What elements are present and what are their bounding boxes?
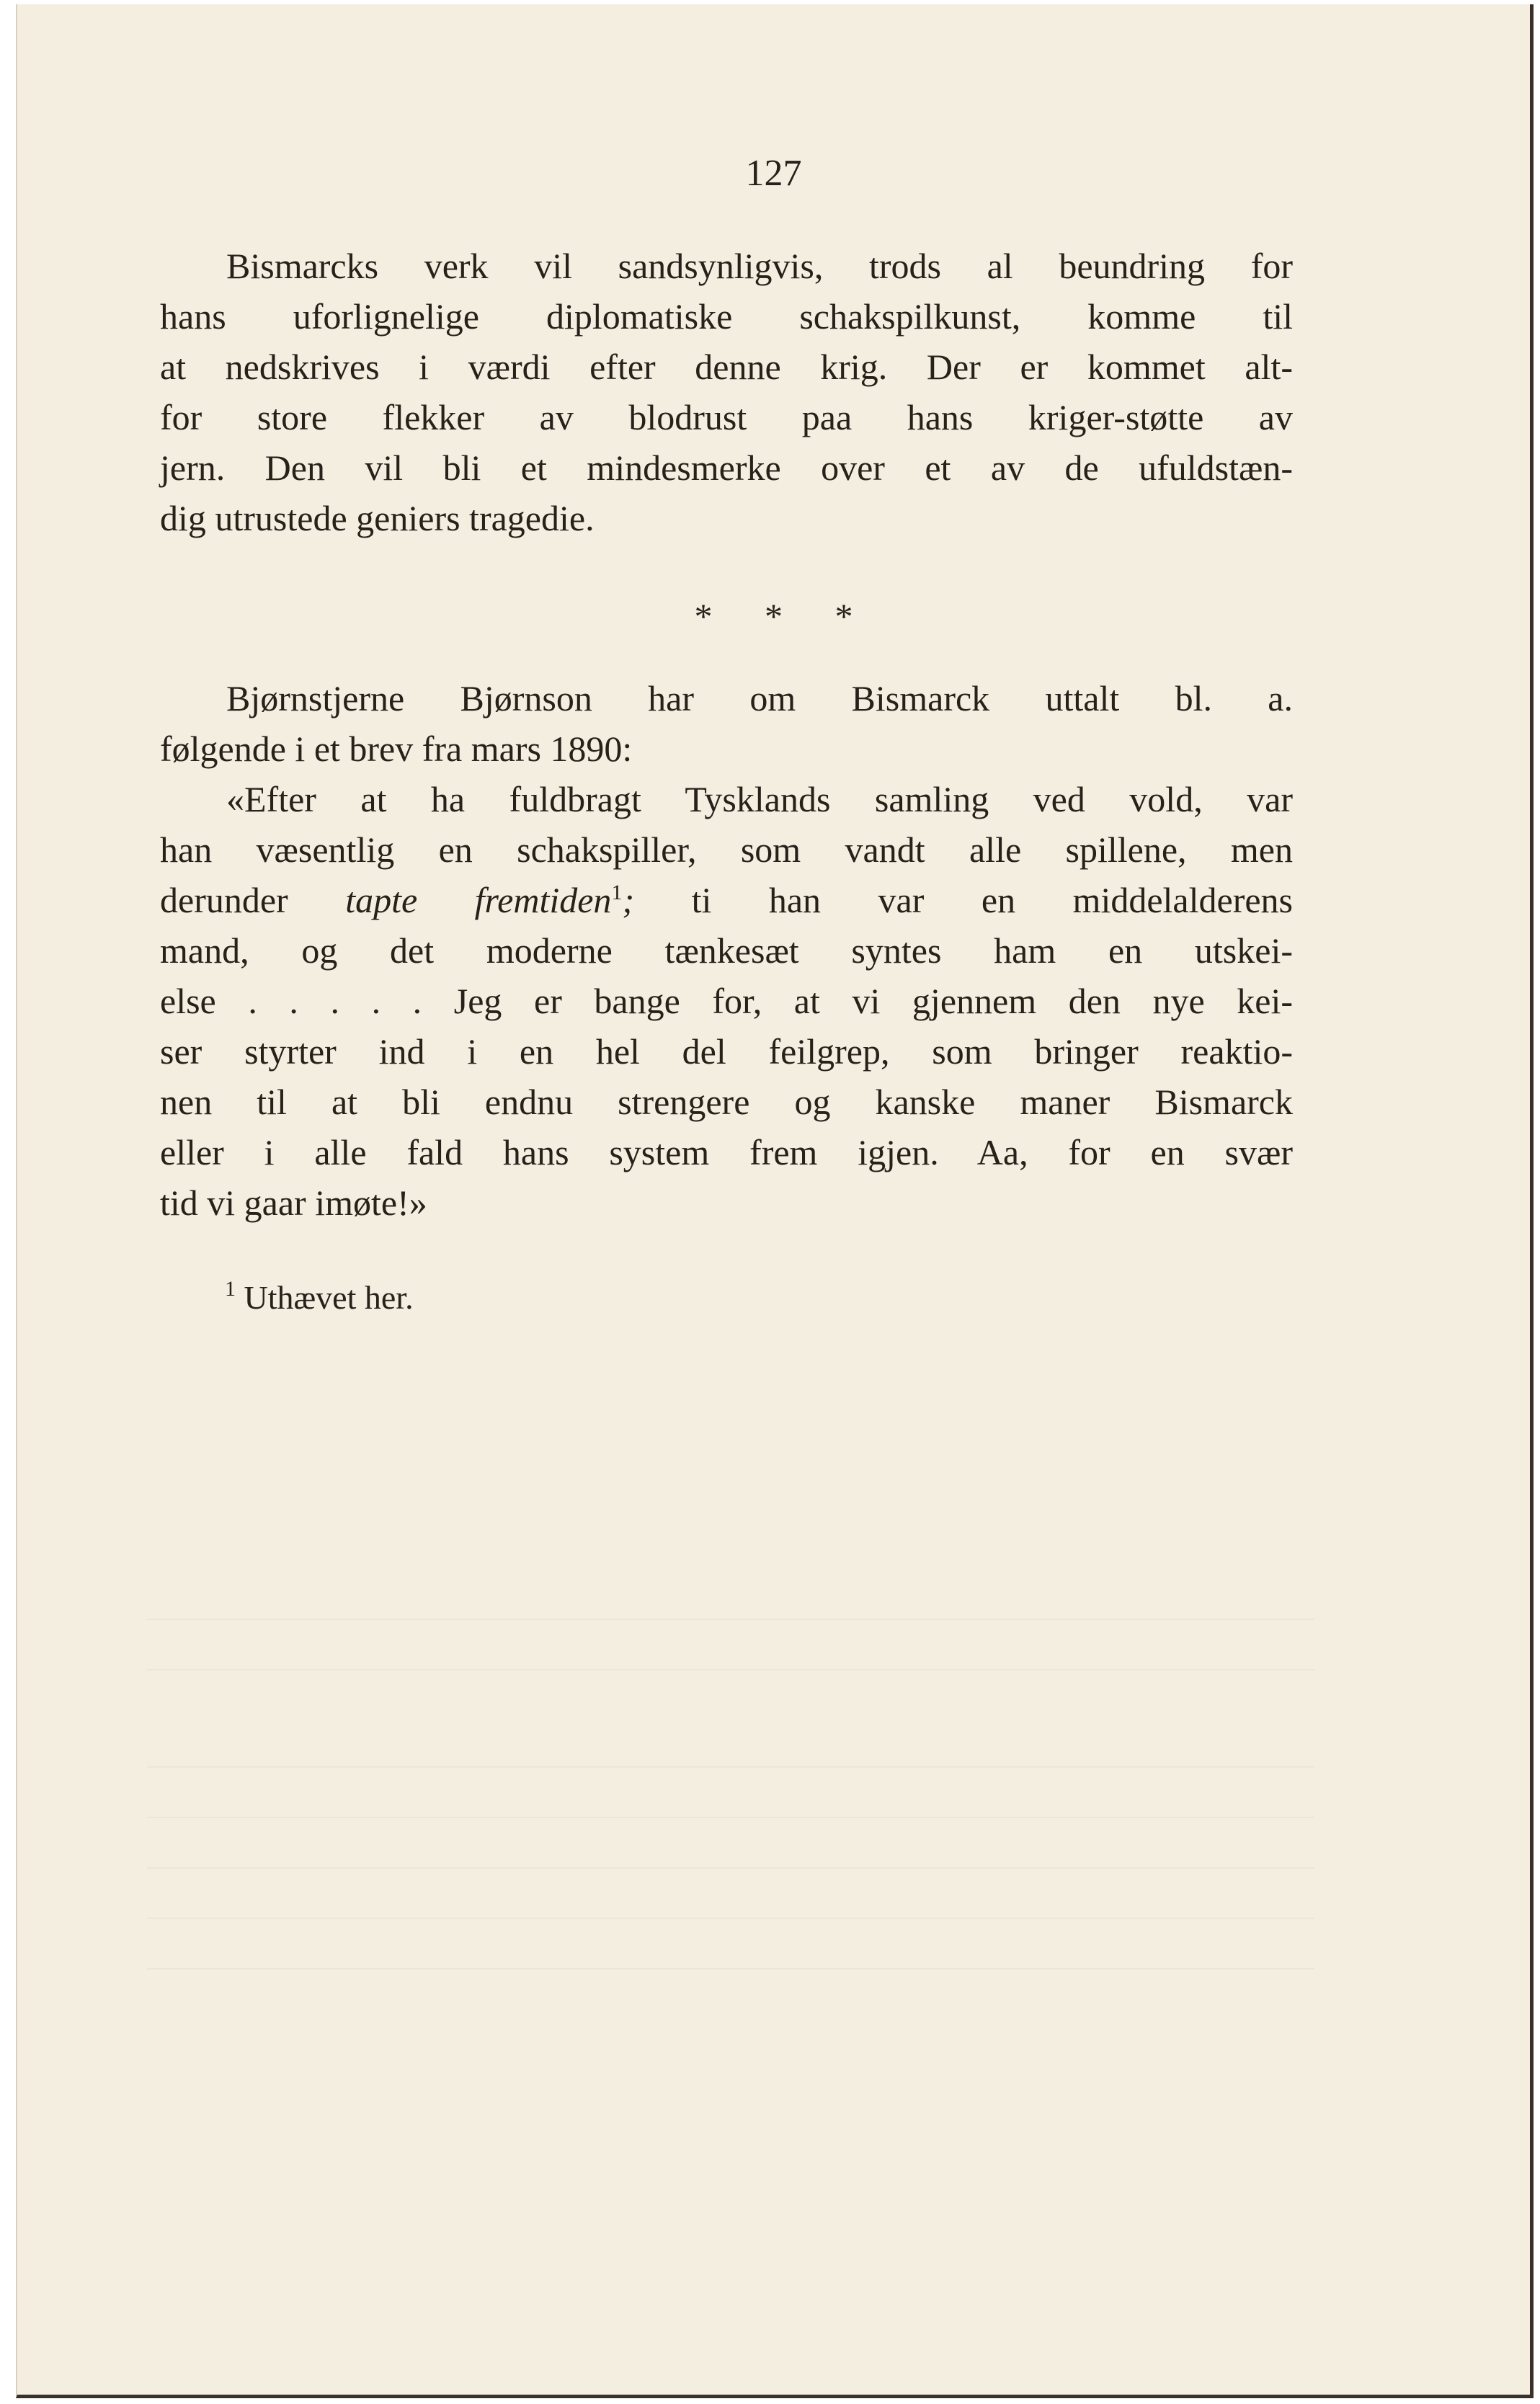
text-line: else . . . . . Jeg er bange for, at vi gjennem den nye kei- [160,981,1293,1021]
text-line: nen til at bli endnu strengere og kanske maner Bismarck [160,1082,1293,1122]
show-through-line [147,1867,1314,1869]
text-line: hans uforlignelige diplomatiske schakspilkunst, komme til [160,296,1293,337]
text-fragment: derunder [160,880,346,920]
book-page [16,4,1534,2398]
text-line: at nedskrives i værdi efter denne krig. Der er kommet alt- [160,347,1293,387]
text-line: han væsentlig en schakspiller, som vandt alle spillene, men [160,829,1293,870]
text-line: Bismarcks verk vil sandsynligvis, trods al beundring for [226,246,1293,286]
show-through-line [147,1817,1314,1818]
text-line: dig utrustede geniers tragedie. [160,498,595,538]
text-line [160,875,1293,925]
text-line: følgende i et brev fra mars 1890: [160,729,633,769]
text-line: eller i alle fald hans system frem igjen. Aa, for en svær [160,1132,1293,1172]
text-line: Bjørnstjerne Bjørnson har om Bismarck uttalt bl. a. [226,678,1293,718]
show-through-line [147,1968,1314,1969]
emphasized-punctuation: ; [622,880,635,920]
text-line: jern. Den vil bli et mindesmerke over et av de ufuldstæn- [160,448,1293,488]
page-number: 127 [745,153,802,194]
footnote-marker: 1 [225,1277,236,1301]
text-line: tid vi gaar imøte!» [160,1183,427,1223]
emphasized-phrase: tapte fremtiden [345,880,612,920]
paragraph-bismarck-legacy [160,241,1293,543]
section-separator: * * * [694,596,853,636]
show-through-line [147,1918,1314,1919]
footnote-reference: 1 [611,881,623,904]
show-through-line [147,1619,1314,1620]
bjornson-quote [160,774,1293,1228]
text-line: ser styrter ind i en hel del feilgrep, som bringer reaktio- [160,1031,1293,1072]
text-fragment: ti han var en middelalderens [634,880,1294,920]
show-through-line [147,1766,1314,1768]
text-line: mand, og det moderne tænkesæt syntes ham en utskei- [160,930,1293,971]
footnote-text: Uthævet her. [244,1279,414,1316]
show-through-line [147,1669,1314,1670]
text-line: «Efter at ha fuldbragt Tysklands samling ved vold, var [226,779,1293,819]
paragraph-bjornson-intro [160,673,1293,774]
footnote [225,1276,414,1319]
text-line: for store flekker av blodrust paa hans kriger-støtte av [160,397,1293,437]
